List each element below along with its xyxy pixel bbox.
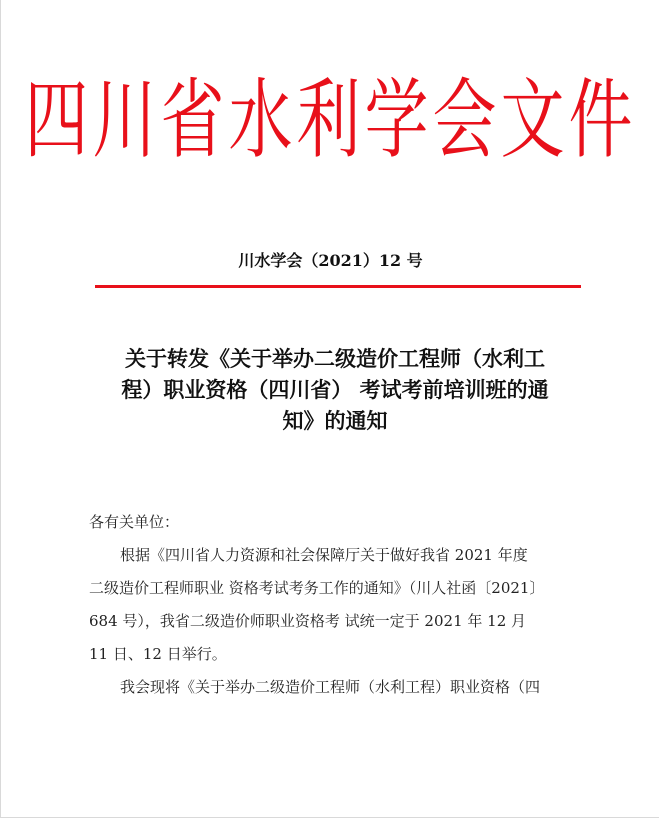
document-header-title: 四川省水利学会文件 — [24, 71, 637, 172]
body-paragraph-line: 684 号），我省二级造价师职业资格考 试统一定于 2021 年 12 月 — [89, 612, 527, 630]
body-paragraph-line: 我会现将《关于举办二级造价工程师（水利工程）职业资格（四 — [120, 678, 541, 696]
notice-title — [87, 344, 583, 437]
salutation: 各有关单位： — [89, 513, 180, 531]
notice-title-line: 知》的通知 — [282, 409, 388, 433]
document-number: 川水学会（2021）12 号 — [238, 251, 423, 270]
red-divider-line — [95, 285, 581, 288]
notice-title-line: 程）职业资格（四川省） 考试考前培训班的通 — [121, 378, 549, 402]
body-paragraph-line: 11 日、12 日举行。 — [89, 645, 227, 663]
document-body — [89, 506, 589, 704]
body-paragraph-line: 二级造价工程师职业 资格考试考务工作的通知》（川人社函〔2021〕 — [89, 579, 545, 597]
notice-title-line: 关于转发《关于举办二级造价工程师（水利工 — [125, 347, 545, 371]
body-paragraph-line: 根据《四川省人力资源和社会保障厅关于做好我省 2021 年度 — [120, 546, 528, 564]
